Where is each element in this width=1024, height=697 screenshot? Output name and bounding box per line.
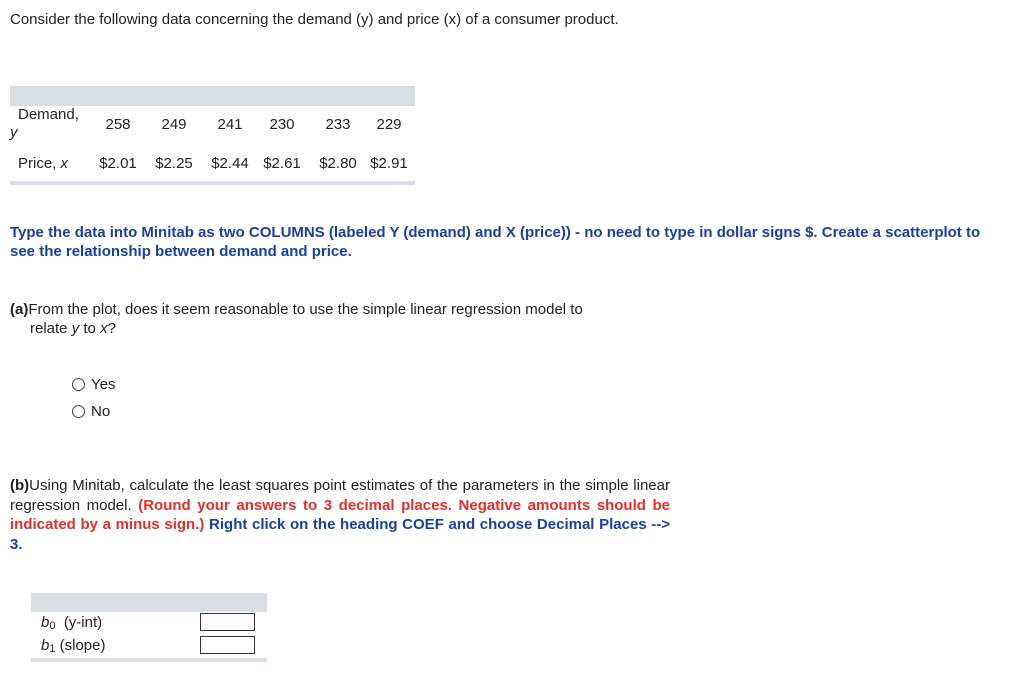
- part-b-text: Using Minitab, calculate the least squares point estimates of the parameters in the simple linear regression model.: [10, 477, 670, 514]
- minitab-tip: Right click on the heading COEF and choose Decimal Places --> 3.: [10, 516, 671, 553]
- b0-input[interactable]: [200, 613, 255, 631]
- price-value: $2.25: [155, 155, 193, 172]
- part-a-text-line2: relate y to x?: [30, 320, 116, 337]
- demand-value: 258: [105, 116, 131, 133]
- price-value: $2.80: [319, 155, 357, 172]
- part-a-question: [10, 300, 670, 338]
- intro-text: Consider the following data concerning the demand (y) and price (x) of a consumer product.: [10, 11, 619, 28]
- part-b-label: (b): [10, 477, 30, 494]
- price-value: $2.01: [99, 155, 137, 172]
- radio-no[interactable]: [72, 405, 85, 418]
- price-label: Price, x: [18, 155, 69, 172]
- demand-label: Demand,: [18, 106, 79, 123]
- minitab-instructions: Type the data into Minitab as two COLUMNS (labeled Y (demand) and X (price)) - no need to type in dollar signs $. Create a scatterplot to see the relationship between demand and price.: [10, 224, 981, 260]
- part-a-text-line1: From the plot, does it seem reasonable to use the simple linear regression model to: [28, 301, 583, 318]
- table-row-price: [10, 148, 415, 172]
- option-yes[interactable]: [72, 374, 115, 394]
- demand-value: 229: [376, 116, 402, 133]
- option-yes-label: Yes: [91, 375, 116, 393]
- demand-value: 241: [217, 116, 243, 133]
- table-footer-band: [10, 181, 415, 185]
- price-value: $2.61: [263, 155, 301, 172]
- price-value: $2.91: [370, 155, 408, 172]
- table-row-demand: [10, 86, 415, 141]
- part-a-label: (a): [10, 301, 29, 318]
- data-table: [10, 86, 415, 185]
- answer-row-b0: [31, 612, 267, 635]
- demand-var: y: [10, 124, 18, 141]
- b1-label: b1 (slope): [41, 637, 106, 655]
- b0-label: b0 (y-int): [41, 614, 103, 632]
- answer-table: [31, 593, 267, 662]
- option-no[interactable]: [72, 401, 110, 421]
- demand-value: 233: [325, 116, 351, 133]
- radio-yes[interactable]: [72, 378, 85, 391]
- answer-footer-band: [31, 658, 267, 662]
- rounding-note: (Round your answers to 3 decimal places. Negative amounts should be indicated by a minus sign.): [10, 496, 670, 533]
- answer-row-b1: [31, 635, 267, 658]
- answer-header-band: [31, 593, 267, 612]
- part-b-question: [10, 476, 670, 554]
- demand-value: 230: [269, 116, 295, 133]
- option-no-label: No: [91, 402, 111, 420]
- demand-value: 249: [161, 116, 187, 133]
- price-value: $2.44: [211, 155, 249, 172]
- b1-input[interactable]: [200, 636, 255, 654]
